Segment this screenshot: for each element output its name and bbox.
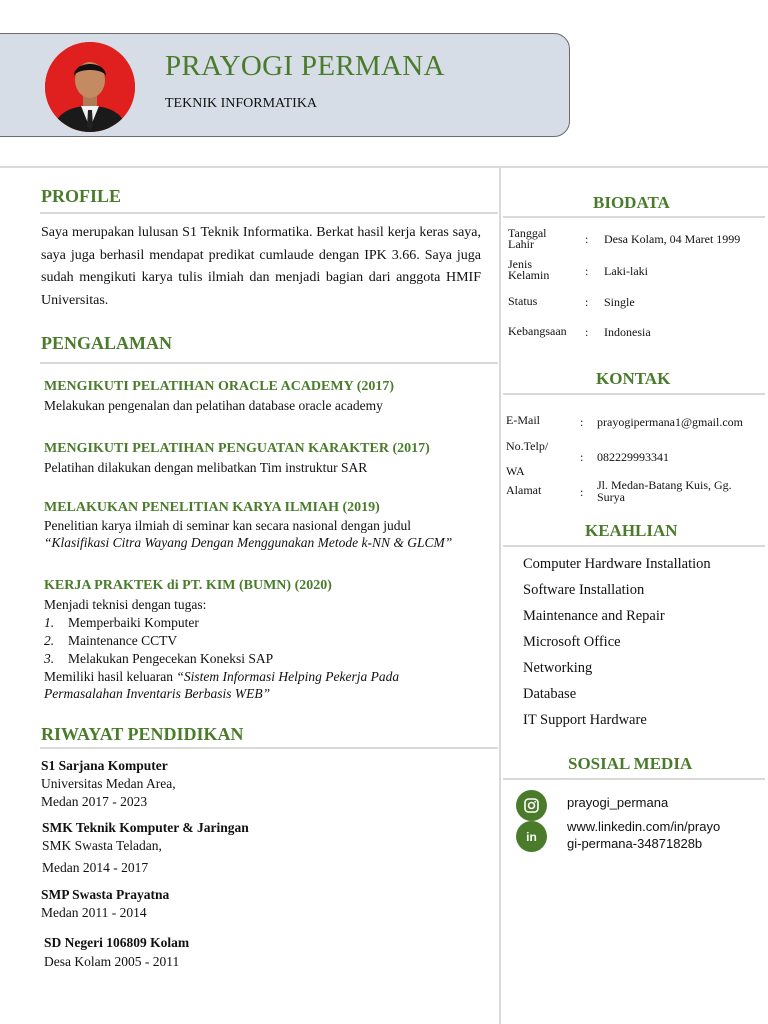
address-line: Surya bbox=[597, 490, 625, 504]
experience-title: PENGALAMAN bbox=[41, 333, 172, 353]
experience-item-desc: Melakukan pengenalan dan pelatihan database oracle academy bbox=[44, 398, 383, 413]
task-number: 2. bbox=[44, 633, 55, 648]
contact-colon: : bbox=[580, 450, 584, 464]
address-line: Jl. Medan-Batang Kuis, Gg. bbox=[597, 478, 732, 492]
column-divider bbox=[499, 166, 501, 1024]
contact-colon: : bbox=[580, 485, 584, 499]
biodata-colon: : bbox=[585, 232, 589, 246]
education-detail: SMK Swasta Teladan, bbox=[42, 838, 162, 853]
profile-rule bbox=[40, 212, 498, 214]
task-text: Memperbaiki Komputer bbox=[68, 615, 199, 630]
task-text: Melakukan Pengecekan Koneksi SAP bbox=[68, 651, 274, 666]
education-detail: Universitas Medan Area, bbox=[41, 776, 176, 791]
biodata-label: Kebangsaan bbox=[508, 324, 567, 338]
education-school: SMK Teknik Komputer & Jaringan bbox=[42, 820, 249, 835]
biodata-rule bbox=[503, 216, 765, 218]
education-school: SD Negeri 106809 Kolam bbox=[44, 935, 190, 950]
linkedin-url[interactable] bbox=[567, 818, 720, 852]
skill-item: Maintenance and Repair bbox=[523, 608, 665, 624]
header-divider bbox=[0, 166, 768, 168]
social-rule bbox=[503, 778, 765, 780]
contact-label: Alamat bbox=[506, 483, 542, 497]
education-rule bbox=[40, 747, 498, 749]
biodata-title: BIODATA bbox=[593, 193, 670, 212]
biodata-label-line: Kelamin bbox=[508, 268, 550, 282]
biodata-label bbox=[508, 259, 549, 281]
contact-label-line: WA bbox=[506, 464, 525, 478]
skill-item: Microsoft Office bbox=[523, 634, 621, 650]
education-school: SMP Swasta Prayatna bbox=[41, 887, 170, 902]
candidate-name: PRAYOGI PERMANA bbox=[165, 50, 445, 82]
avatar bbox=[45, 42, 135, 132]
profile-title: PROFILE bbox=[41, 186, 122, 206]
contact-colon: : bbox=[580, 415, 584, 429]
experience-output bbox=[44, 669, 399, 685]
instagram-handle[interactable]: prayogi_permana bbox=[567, 795, 669, 810]
task-number: 1. bbox=[44, 615, 55, 630]
biodata-value: Desa Kolam, 04 Maret 1999 bbox=[604, 232, 741, 246]
biodata-colon: : bbox=[585, 325, 589, 339]
linkedin-icon[interactable] bbox=[516, 821, 547, 852]
biodata-value: Indonesia bbox=[604, 325, 651, 339]
skill-item: Computer Hardware Installation bbox=[523, 556, 711, 572]
experience-item-title: MENGIKUTI PELATIHAN PENGUATAN KARAKTER (2017) bbox=[44, 441, 430, 456]
biodata-value: Single bbox=[604, 295, 635, 309]
education-detail: Medan 2011 - 2014 bbox=[41, 905, 147, 920]
education-school: S1 Sarjana Komputer bbox=[41, 758, 168, 773]
candidate-role: TEKNIK INFORMATIKA bbox=[165, 96, 318, 111]
education-detail: Medan 2014 - 2017 bbox=[42, 860, 149, 875]
svg-text:in: in bbox=[526, 830, 537, 844]
contact-title: KONTAK bbox=[596, 369, 671, 388]
education-detail: Desa Kolam 2005 - 2011 bbox=[44, 954, 180, 969]
biodata-label-line: Lahir bbox=[508, 237, 534, 251]
contact-label bbox=[506, 434, 548, 484]
skill-item: Networking bbox=[523, 660, 593, 676]
experience-item-desc: Menjadi teknisi dengan tugas: bbox=[44, 597, 207, 612]
email-value[interactable]: prayogipermana1@gmail.com bbox=[597, 415, 744, 429]
address-value bbox=[597, 479, 732, 503]
biodata-colon: : bbox=[585, 264, 589, 278]
skill-item: Database bbox=[523, 686, 577, 702]
experience-output-prefix: Memiliki hasil keluaran bbox=[44, 669, 177, 684]
skills-rule bbox=[503, 545, 765, 547]
linkedin-url-line: gi-permana-34871828b bbox=[567, 836, 703, 851]
contact-label-line: No.Telp/ bbox=[506, 439, 549, 453]
education-title: RIWAYAT PENDIDIKAN bbox=[41, 724, 244, 744]
experience-rule bbox=[40, 362, 498, 364]
social-title: SOSIAL MEDIA bbox=[568, 754, 693, 773]
linkedin-url-line: www.linkedin.com/in/prayo bbox=[567, 819, 721, 834]
person-photo-icon bbox=[45, 42, 135, 132]
skill-item: Software Installation bbox=[523, 582, 645, 598]
biodata-label-line: Jenis bbox=[508, 257, 532, 271]
experience-output-quote: Permasalahan Inventaris Berbasis WEB” bbox=[44, 686, 271, 701]
skills-title: KEAHLIAN bbox=[585, 521, 678, 540]
experience-item-title: MENGIKUTI PELATIHAN ORACLE ACADEMY (2017) bbox=[44, 379, 395, 394]
experience-item-quote: “Klasifikasi Citra Wayang Dengan Menggunakan Metode k-NN & GLCM” bbox=[44, 535, 453, 550]
biodata-label bbox=[508, 228, 546, 250]
contact-rule bbox=[503, 393, 765, 395]
experience-item-desc: Pelatihan dilakukan dengan melibatkan Tim instruktur SAR bbox=[44, 460, 368, 475]
experience-item-desc: Penelitian karya ilmiah di seminar kan secara nasional dengan judul bbox=[44, 518, 412, 533]
profile-text: Saya merupakan lulusan S1 Teknik Informatika. Berkat hasil kerja keras saya, saya juga berhasil mendapat predikat cumlaude dengan IPK 3.66. Saya juga sudah mengikuti karya tulis ilmiah dan menjadi bagian dari anggota HMIF Universitas. bbox=[41, 225, 481, 308]
biodata-colon: : bbox=[585, 295, 589, 309]
biodata-label-line: Tanggal bbox=[508, 226, 547, 240]
instagram-icon[interactable] bbox=[516, 790, 547, 821]
phone-value[interactable]: 082229993341 bbox=[597, 450, 669, 464]
biodata-value: Laki-laki bbox=[604, 264, 648, 278]
biodata-label: Status bbox=[508, 294, 538, 308]
task-text: Maintenance CCTV bbox=[68, 633, 178, 648]
education-detail: Medan 2017 - 2023 bbox=[41, 794, 148, 809]
task-number: 3. bbox=[44, 651, 55, 666]
contact-label: E-Mail bbox=[506, 413, 540, 427]
experience-item-title: MELAKUKAN PENELITIAN KARYA ILMIAH (2019) bbox=[44, 500, 380, 515]
experience-output-quote: “Sistem Informasi Helping Pekerja Pada bbox=[176, 669, 400, 684]
experience-item-title: KERJA PRAKTEK di PT. KIM (BUMN) (2020) bbox=[44, 578, 332, 593]
skill-item: IT Support Hardware bbox=[523, 712, 647, 728]
